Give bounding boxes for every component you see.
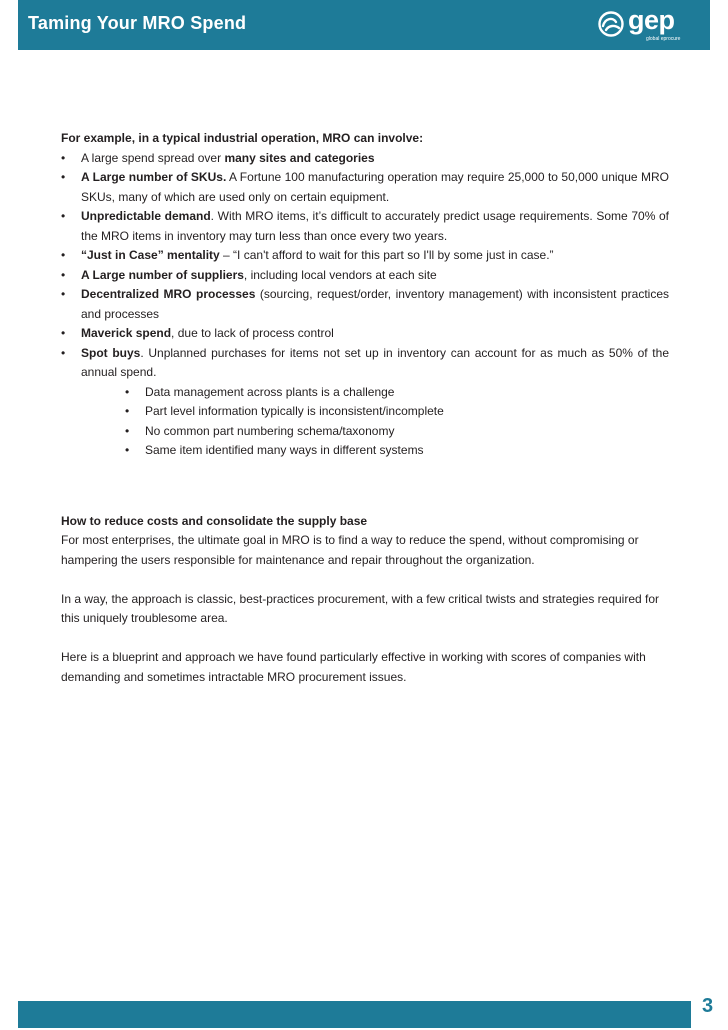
- section-heading-text: How to reduce costs and consolidate the supply base: [61, 513, 368, 528]
- list-item: [61, 149, 669, 169]
- content-body: [61, 129, 669, 687]
- item-text: A large spend spread over: [81, 150, 225, 165]
- list-item: [61, 207, 669, 246]
- footer-bar: [18, 1001, 691, 1028]
- gep-logo: [598, 5, 690, 43]
- item-text: . Unplanned purchases for items not set up in inventory can account for as much as 50% of the annual spend.: [81, 345, 669, 379]
- list-item: [61, 266, 669, 286]
- header-title: Taming Your MRO Spend: [28, 13, 247, 33]
- item-bold-suffix: many sites and categories: [224, 150, 375, 165]
- item-text: (sourcing, request/order, inventory management) with inconsistent practices and processes: [81, 287, 669, 321]
- item-text: A Fortune 100 manufacturing operation may require 25,000 to 50,000 unique MRO SKUs, many of which are used only on certain equipment.: [81, 170, 669, 204]
- reduce-costs-section: [61, 512, 669, 688]
- item-bold: Unpredictable demand: [81, 209, 211, 223]
- mro-issues-list: [61, 149, 669, 461]
- item-bold: Maverick spend: [81, 326, 172, 340]
- header-bar: [18, 0, 710, 50]
- intro-line: For example, in a typical industrial operation, MRO can involve:: [61, 131, 424, 145]
- sub-list-item: • Same item identified many ways in different systems: [125, 441, 669, 461]
- item-text: . With MRO items, it’s difficult to accurately predict usage requirements. Some 70% of the MRO items in inventory may turn less than once every two years.: [81, 209, 670, 243]
- section-heading: [61, 512, 669, 532]
- item-bold: Decentralized MRO processes: [81, 287, 256, 301]
- item-text: , including local vendors at each site: [243, 267, 437, 282]
- list-item: [61, 246, 669, 266]
- item-text: , due to lack of process control: [171, 326, 334, 340]
- sub-list-item: • Data management across plants is a challenge: [125, 383, 669, 403]
- page-number: 3: [702, 995, 714, 1017]
- list-item: [61, 324, 669, 344]
- sub-list-item: • No common part numbering schema/taxonomy: [125, 422, 669, 442]
- logo-tagline: global eprocure: [646, 36, 681, 42]
- list-item: [61, 285, 669, 324]
- logo-wordmark: gep: [628, 5, 675, 35]
- list-item: [61, 168, 669, 207]
- item-text: – “I can't afford to wait for this part so I'll by some just in case.”: [219, 248, 554, 262]
- list-item: [61, 344, 669, 461]
- paragraph: In a way, the approach is classic, best-practices procurement, with a few critical twists and strategies required for this uniquely troublesome area.: [61, 591, 660, 625]
- paragraph: For most enterprises, the ultimate goal in MRO is to find a way to reduce the spend, without compromising or hampering the users responsible for maintenance and repair throughout the organization.: [61, 533, 639, 567]
- paragraph: Here is a blueprint and approach we have found particularly effective in working with scores of companies with demanding and sometimes intractable MRO procurement issues.: [61, 650, 646, 684]
- item-bold: Spot buys: [81, 345, 141, 360]
- gep-swirl-icon: [598, 11, 624, 37]
- item-bold: A Large number of SKUs.: [81, 170, 227, 184]
- item-bold: A Large number of suppliers: [81, 267, 244, 282]
- sub-list-item: • Part level information typically is inconsistent/incomplete: [125, 402, 669, 422]
- spot-buys-sublist: [81, 383, 669, 461]
- item-bold: “Just in Case” mentality: [81, 248, 220, 262]
